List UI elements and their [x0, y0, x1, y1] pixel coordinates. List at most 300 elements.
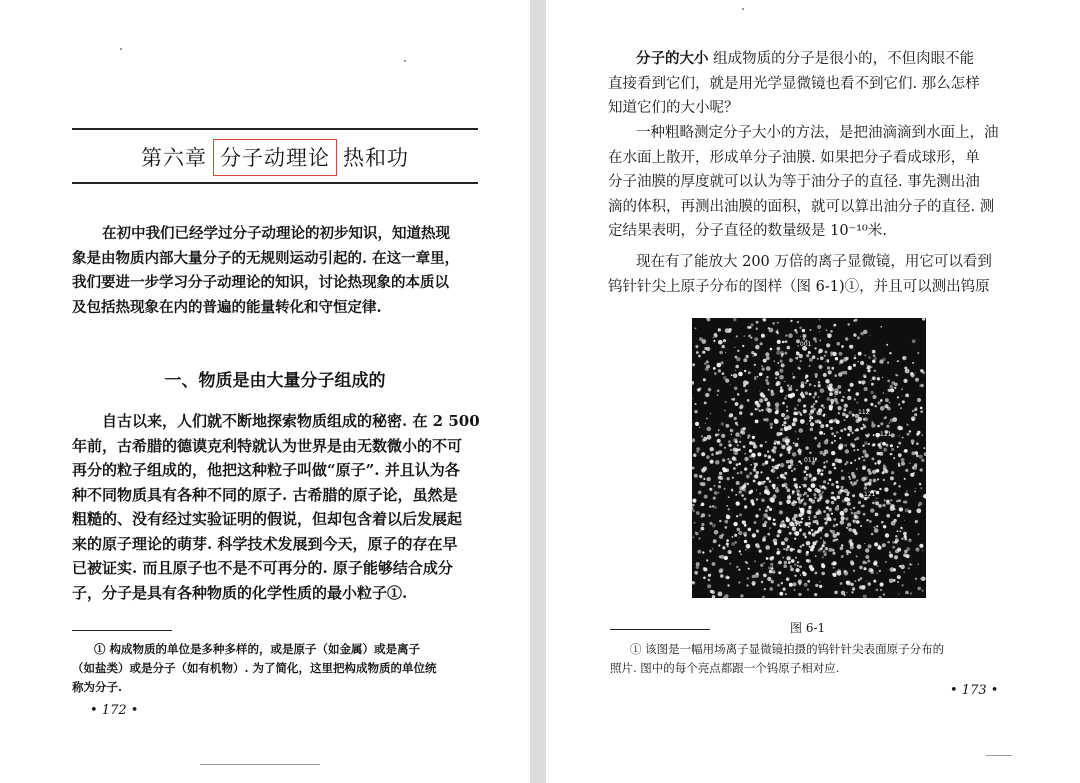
atom-spot: [897, 530, 899, 532]
atom-spot: [737, 444, 739, 446]
atom-spot: [783, 548, 785, 550]
atom-spot: [834, 499, 836, 501]
atom-spot: [832, 463, 836, 467]
atom-spot: [754, 560, 756, 562]
atom-spot: [901, 538, 903, 540]
atom-spot: [813, 403, 815, 405]
intro-line: 我们要进一步学习分子动理论的知识，讨论热现象的本质以: [72, 274, 449, 291]
atom-spot: [719, 569, 723, 573]
atom-spot: [830, 351, 833, 354]
atom-spot: [752, 502, 755, 505]
atom-spot: [738, 449, 740, 451]
atom-spot: [768, 455, 772, 459]
atom-spot: [788, 561, 791, 564]
atom-spot: [872, 350, 876, 354]
atom-spot: [744, 453, 746, 455]
atom-spot: [817, 472, 819, 474]
atom-spot: [695, 328, 697, 330]
atom-spot: [777, 362, 779, 364]
atom-spot: [796, 357, 798, 359]
atom-spot: [692, 581, 695, 585]
atom-spot: [827, 361, 829, 363]
atom-spot: [720, 361, 723, 364]
atom-spot: [827, 514, 828, 515]
atom-spot: [918, 533, 920, 535]
atom-spot: [883, 525, 886, 528]
atom-spot: [870, 403, 873, 406]
atom-spot: [779, 375, 784, 380]
atom-spot: [912, 410, 914, 412]
atom-spot: [795, 431, 797, 433]
atom-spot: [796, 389, 798, 391]
atom-spot: [789, 459, 793, 463]
atom-spot: [763, 418, 766, 421]
atom-spot: [895, 535, 898, 538]
atom-spot: [790, 463, 793, 466]
atom-spot: [819, 331, 820, 332]
atom-spot: [817, 325, 821, 329]
atom-spot: [704, 495, 708, 499]
atom-spot: [739, 537, 740, 538]
atom-spot: [897, 360, 899, 362]
atom-spot: [825, 500, 829, 504]
chapter-title-highlight[interactable]: [213, 139, 337, 176]
atom-spot: [818, 381, 821, 384]
size-line: 直接看到它们，就是用光学显微镜也看不到它们. 那么怎样: [608, 75, 980, 92]
atom-spot: [748, 528, 752, 532]
atom-spot: [757, 376, 759, 378]
atom-spot: [919, 544, 923, 548]
atom-spot: [890, 385, 894, 389]
atom-spot: [771, 458, 774, 461]
figure-caption: 图 6-1: [790, 621, 826, 635]
atom-spot: [850, 509, 852, 511]
atom-spot: [747, 434, 750, 437]
scan-speck: [742, 8, 744, 10]
atom-spot: [878, 425, 881, 428]
atom-spot: [800, 575, 801, 576]
atom-spot: [728, 508, 730, 510]
atom-spot: [736, 357, 740, 361]
atom-spot: [872, 502, 875, 505]
microscope-line: 现在有了能放大 200 万倍的离子显微镜，用它可以看到: [636, 254, 992, 270]
atom-spot: [841, 362, 843, 364]
atom-spot: [863, 595, 867, 598]
footnote-line: ① 构成物质的单位是多种多样的，或是原子（如金属）或是离子: [94, 642, 421, 656]
chapter-bottom-rule: [72, 182, 478, 184]
atom-spot: [819, 442, 821, 444]
atom-spot: [710, 447, 714, 451]
atom-spot: [711, 590, 713, 592]
atom-spot: [846, 461, 849, 464]
atom-spot: [760, 564, 763, 567]
atom-spot: [829, 392, 833, 396]
atom-spot: [694, 571, 698, 575]
atom-spot: [773, 487, 776, 490]
atom-spot: [832, 552, 835, 555]
oil-film-paragraph: [608, 121, 1012, 244]
atom-spot: [846, 550, 850, 554]
atom-spot: [856, 555, 858, 557]
atom-spot: [797, 449, 801, 453]
atom-spot: [759, 399, 763, 403]
atom-spot: [791, 393, 796, 398]
atom-spot: [900, 565, 905, 570]
atom-spot: [890, 476, 894, 480]
atom-spot: [894, 555, 898, 559]
atom-spot: [806, 541, 811, 546]
atom-spot: [898, 594, 899, 595]
atom-spot: [877, 437, 878, 438]
atom-spot: [757, 481, 761, 485]
atom-spot: [705, 423, 706, 424]
atom-spot: [719, 472, 722, 475]
atom-spot: [730, 429, 734, 433]
atom-spot: [798, 593, 801, 596]
atom-spot: [905, 394, 909, 398]
atom-spot: [788, 333, 793, 338]
atom-spot: [753, 463, 755, 465]
oil-line: 定结果表明，分子直径的数量级是 10⁻¹⁰米.: [608, 223, 887, 239]
atom-spot: [819, 585, 822, 588]
atom-spot: [840, 511, 845, 516]
atom-spot: [865, 555, 869, 559]
atom-spot: [890, 453, 892, 455]
atom-spot: [917, 587, 921, 591]
atom-spot: [882, 442, 886, 446]
atom-spot: [819, 581, 820, 582]
atom-spot: [763, 574, 767, 578]
intro-paragraph: [72, 222, 478, 320]
atom-spot: [771, 580, 774, 583]
atom-spot: [724, 410, 726, 412]
atom-spot: [847, 504, 848, 505]
atom-spot: [866, 519, 868, 521]
atom-spot: [842, 499, 845, 502]
atom-spot: [820, 356, 824, 360]
atom-spot: [814, 392, 817, 395]
atom-spot: [800, 413, 803, 416]
atom-spot: [728, 415, 731, 418]
atom-spot: [874, 462, 876, 464]
atom-spot: [765, 461, 768, 464]
atom-spot: [765, 525, 766, 526]
atom-spot: [740, 436, 742, 438]
atom-spot: [745, 389, 748, 392]
atom-spot: [765, 379, 768, 382]
atom-spot: [829, 508, 831, 510]
atom-spot: [889, 422, 891, 424]
atom-spot: [768, 389, 770, 391]
atom-spot: [830, 427, 833, 430]
atom-spot: [887, 380, 890, 383]
atom-spot: [856, 392, 860, 396]
atom-spot: [890, 444, 893, 447]
atom-spot: [909, 430, 911, 432]
atom-spot: [802, 571, 805, 574]
atom-spot: [898, 453, 902, 457]
atom-spot: [708, 388, 712, 392]
atom-spot: [913, 472, 915, 474]
atom-spot: [817, 489, 821, 493]
atom-spot: [880, 406, 885, 411]
atom-spot: [756, 530, 759, 533]
body-line: 来的原子理论的萌芽. 科学技术发展到今天，原子的存在早: [72, 534, 458, 553]
atom-spot: [726, 539, 729, 542]
page-gutter: [530, 0, 546, 783]
atom-spot: [695, 422, 699, 426]
atom-spot: [834, 440, 836, 442]
atom-spot: [862, 465, 866, 469]
atom-spot: [880, 582, 884, 586]
atom-spot: [811, 529, 813, 531]
atom-spot: [849, 539, 852, 542]
atom-spot: [785, 593, 787, 595]
atom-spot: [746, 475, 750, 479]
atom-spot: [841, 516, 845, 520]
atom-spot: [852, 494, 855, 497]
atom-spot: [915, 488, 916, 489]
atom-spot: [848, 323, 850, 325]
atom-spot: [763, 395, 766, 398]
atom-spot: [757, 404, 761, 408]
atom-spot: [735, 365, 739, 369]
atom-spot: [793, 412, 797, 416]
atom-spot: [865, 355, 866, 356]
atom-spot: [897, 514, 900, 517]
atom-spot: [809, 365, 811, 367]
atom-spot: [804, 583, 808, 587]
atom-spot: [903, 532, 907, 536]
atom-spot: [909, 563, 911, 565]
atom-spot: [854, 460, 856, 462]
micrograph-image: [692, 318, 926, 598]
atom-spot: [776, 351, 780, 355]
atom-spot: [767, 408, 772, 413]
atom-spot: [764, 490, 768, 494]
atom-spot: [709, 506, 711, 508]
atom-spot: [908, 567, 910, 569]
atom-spot: [726, 514, 728, 516]
atom-spot: [756, 490, 757, 491]
atom-spot: [814, 531, 817, 534]
atom-spot: [732, 536, 734, 538]
atom-spot: [767, 533, 770, 536]
atom-spot: [820, 388, 825, 393]
atom-spot: [719, 351, 723, 355]
atom-spot: [815, 400, 818, 403]
atom-spot: [840, 547, 844, 551]
atom-spot: [835, 357, 838, 360]
body-line: 再分的粒子组成的，他把这种粒子叫做“原子”. 并且认为各: [72, 461, 460, 479]
atom-spot: [827, 516, 830, 519]
atom-spot: [769, 570, 773, 574]
atom-spot: [727, 458, 729, 460]
atom-spot: [749, 449, 753, 453]
atom-spot: [741, 431, 745, 435]
atom-spot: [842, 396, 844, 398]
atom-spot: [844, 428, 847, 431]
atom-spot: [737, 393, 740, 396]
atom-spot: [813, 493, 816, 496]
atom-spot: [900, 527, 902, 529]
atom-spot: [841, 544, 843, 546]
footnote: [610, 640, 1020, 678]
atom-spot: [808, 489, 811, 492]
atom-spot: [827, 366, 830, 369]
atom-spot: [752, 442, 756, 446]
atom-spot: [717, 394, 718, 395]
atom-spot: [904, 520, 905, 521]
atom-spot: [915, 578, 917, 580]
atom-spot: [878, 504, 882, 508]
atom-spot: [728, 444, 731, 447]
atom-spot: [787, 495, 791, 499]
atom-spot: [701, 513, 705, 517]
atom-spot: [801, 381, 805, 385]
atom-spot: [744, 498, 747, 501]
atom-spot: [874, 542, 878, 546]
atom-spot: [756, 544, 758, 546]
atom-spot: [767, 506, 770, 509]
atom-spot: [736, 501, 740, 505]
atom-spot: [871, 533, 874, 536]
atom-spot: [802, 484, 803, 485]
atom-spot: [753, 458, 755, 460]
atom-spot: [823, 550, 826, 553]
atom-spot: [820, 526, 822, 528]
atom-spot: [791, 470, 793, 472]
atom-spot: [809, 452, 812, 455]
atom-spot: [773, 360, 775, 362]
atom-spot: [830, 354, 832, 356]
atom-spot: [742, 521, 745, 524]
atom-spot: [854, 398, 856, 400]
atom-spot: [910, 372, 914, 376]
atom-spot: [730, 449, 732, 451]
atom-spot: [756, 498, 759, 501]
atom-spot: [854, 355, 856, 357]
atom-spot: [740, 471, 743, 474]
atom-spot: [843, 408, 846, 411]
atom-spot: [823, 453, 826, 456]
atom-spot: [769, 508, 772, 511]
atom-spot: [777, 548, 779, 550]
atom-spot: [856, 520, 860, 524]
atom-spot: [787, 384, 790, 387]
atom-spot: [735, 370, 736, 371]
atom-spot: [905, 469, 908, 472]
atom-spot: [849, 345, 851, 347]
atom-spot: [748, 371, 751, 374]
crystal-plane-label: 112: [858, 409, 870, 416]
atom-spot: [730, 552, 732, 554]
atom-spot: [728, 550, 732, 554]
atom-spot: [853, 364, 856, 367]
atom-spot: [820, 424, 824, 428]
atom-spot: [756, 471, 759, 474]
atom-spot: [714, 530, 719, 535]
atom-spot: [851, 483, 853, 485]
atom-spot: [831, 483, 834, 486]
atom-spot: [836, 532, 840, 536]
atom-spot: [734, 347, 735, 348]
atom-spot: [922, 371, 925, 374]
atom-spot: [915, 372, 916, 373]
atom-spot: [763, 359, 766, 362]
atom-spot: [738, 581, 740, 583]
atom-spot: [695, 403, 697, 405]
atom-spot: [787, 346, 791, 350]
atom-spot: [841, 470, 843, 472]
atom-spot: [753, 468, 757, 472]
atom-spot: [739, 406, 743, 410]
atom-spot: [830, 530, 832, 532]
atom-spot: [919, 483, 922, 486]
atom-spot: [882, 504, 885, 507]
atom-spot: [876, 491, 880, 495]
atom-spot: [877, 401, 880, 404]
atom-spot: [805, 522, 809, 526]
atom-spot: [782, 484, 785, 487]
atom-spot: [797, 366, 800, 369]
atom-spot: [813, 541, 817, 545]
atom-spot: [722, 546, 725, 549]
atom-spot: [777, 534, 780, 537]
atom-spot: [805, 377, 807, 379]
atom-spot: [723, 468, 727, 472]
atom-spot: [875, 513, 879, 517]
atom-spot: [902, 400, 905, 403]
atom-spot: [743, 384, 746, 387]
atom-spot: [717, 363, 722, 368]
atom-spot: [875, 405, 877, 407]
atom-spot: [837, 591, 838, 592]
atom-spot: [882, 358, 885, 361]
atom-spot: [831, 367, 834, 370]
atom-spot: [733, 448, 737, 452]
atom-spot: [780, 428, 783, 431]
atom-spot: [792, 373, 793, 374]
atom-spot: [838, 412, 840, 414]
atom-spot: [880, 399, 883, 402]
atom-spot: [920, 578, 921, 579]
atom-spot: [784, 472, 787, 475]
atom-spot: [692, 467, 695, 470]
atom-spot: [777, 347, 781, 351]
atom-spot: [891, 471, 894, 474]
atom-spot: [703, 379, 706, 382]
atom-spot: [806, 354, 809, 357]
atom-spot: [820, 537, 822, 539]
atom-spot: [815, 420, 819, 424]
atom-spot: [760, 471, 762, 473]
atom-spot: [728, 440, 731, 443]
atom-spot: [721, 434, 725, 438]
atom-spot: [760, 444, 763, 447]
atom-spot: [840, 582, 843, 585]
atom-spot: [790, 565, 793, 568]
atom-spot: [909, 463, 910, 464]
atom-spot: [884, 404, 888, 408]
atom-spot: [853, 589, 855, 591]
atom-spot: [839, 362, 841, 364]
footnote-rule: [610, 629, 710, 630]
atom-spot: [893, 579, 896, 582]
atom-spot: [780, 351, 784, 355]
atom-spot: [825, 518, 826, 519]
atom-spot: [750, 323, 753, 326]
